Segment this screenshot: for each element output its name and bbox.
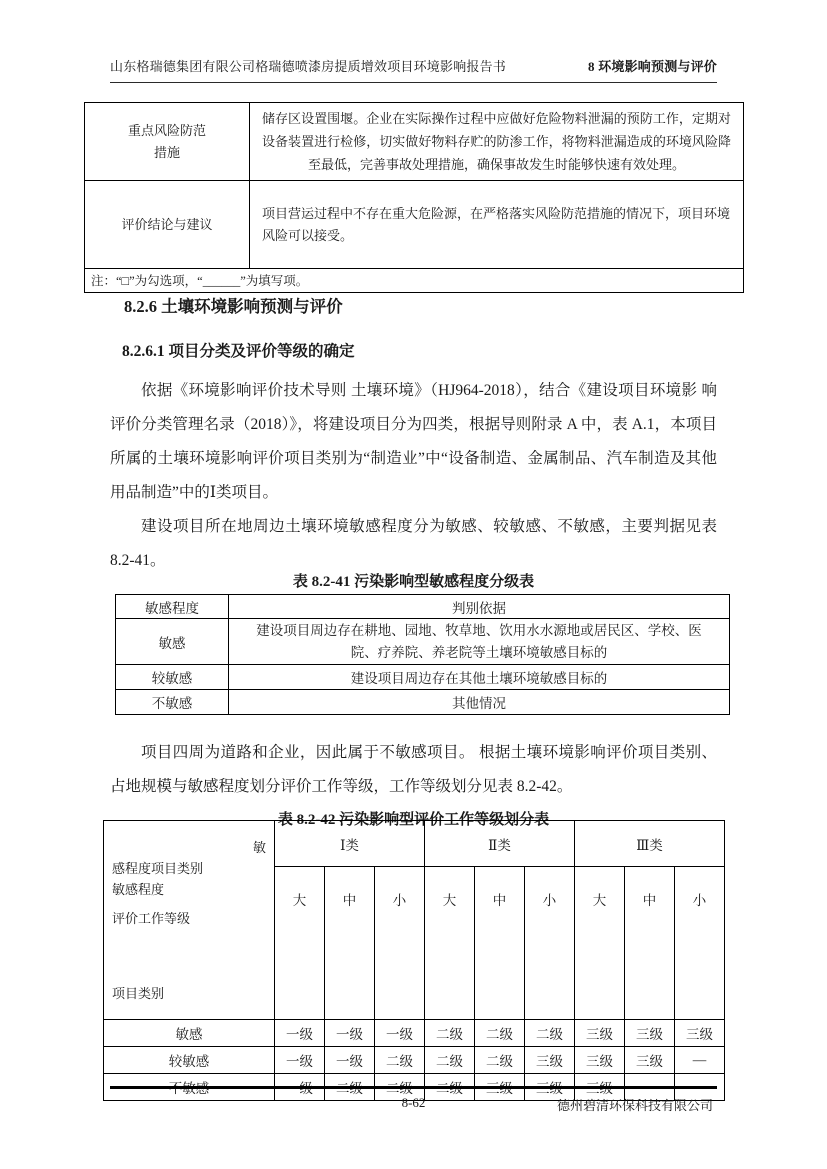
grade-cell: 二级 <box>425 1074 475 1101</box>
grade-cell: — <box>675 1074 725 1101</box>
class-header-1: Ⅰ类 <box>275 821 425 867</box>
row-label: 敏感 <box>104 1020 275 1047</box>
risk-measures-label-cell <box>85 103 250 181</box>
section-heading-8-2-6: 8.2.6 土壤环境影响预测与评价 <box>124 297 343 316</box>
class-header-2: Ⅱ类 <box>425 821 575 867</box>
grade-cell: 二级 <box>525 1020 575 1047</box>
grade-cell: 二级 <box>475 1047 525 1074</box>
basis-cell: 其他情况 <box>229 690 730 715</box>
grade-cell: — <box>625 1074 675 1101</box>
work-grade-table <box>103 820 725 1101</box>
risk-measures-content: 储存区设置围堰。企业在实际操作过程中应做好危险物料泄漏的预防工作，定期对设备装置进行检修，切实做好物料存贮的防渗工作，将物料泄漏造成的环境风险降至最低，完善事故处理措施，确保事故发生时能够快速有效处理。 <box>250 103 744 181</box>
table-row <box>116 690 730 715</box>
corner-header-cell <box>104 821 275 1020</box>
row-label: 不敏感 <box>104 1074 275 1101</box>
risk-measures-label: 重点风险防范措施 <box>127 122 206 160</box>
table-header-row <box>116 595 730 619</box>
table-row <box>116 665 730 690</box>
grade-cell: 三级 <box>575 1047 625 1074</box>
basis-cell: 建设项目周边存在耕地、园地、牧草地、饮用水水源地或居民区、学校、医院、疗养院、养老院等土壤环境敏感目标的 <box>229 619 730 665</box>
page-header <box>110 56 717 83</box>
col-header-basis: 判别依据 <box>229 595 730 619</box>
table41-caption: 表 8.2-41 污染影响型敏感程度分级表 <box>292 574 535 590</box>
grade-cell: 二级 <box>375 1047 425 1074</box>
table-row <box>85 103 744 181</box>
grade-cell: 二级 <box>475 1020 525 1047</box>
grade-cell: 三级 <box>525 1047 575 1074</box>
grade-cell: 三级 <box>525 1074 575 1101</box>
corner-header-content <box>104 834 274 1007</box>
scale-header: 中 <box>625 867 675 1020</box>
grade-cell: 三级 <box>575 1020 625 1047</box>
scale-header: 中 <box>475 867 525 1020</box>
grade-cell: 一级 <box>375 1020 425 1047</box>
scale-header: 小 <box>525 867 575 1020</box>
grade-cell: 二级 <box>425 1020 475 1047</box>
corner-line-2: 感程度项目类别 <box>112 860 204 876</box>
col-header-level: 敏感程度 <box>116 595 229 619</box>
grade-cell: — <box>675 1047 725 1074</box>
level-cell: 较敏感 <box>116 665 229 690</box>
sensitivity-grading-table <box>115 594 730 715</box>
spacer <box>112 900 266 908</box>
header-report-title: 山东格瑞德集团有限公司格瑞德喷漆房提质增效项目环境影响报告书 <box>110 59 507 74</box>
section-heading-8-2-6-1: 8.2.6.1 项目分类及评价等级的确定 <box>122 343 355 360</box>
table-note: 注：“□”为勾选项，“______”为填写项。 <box>85 269 744 293</box>
basis-cell: 建设项目周边存在其他土壤环境敏感目标的 <box>229 665 730 690</box>
grade-cell: 三级 <box>675 1020 725 1047</box>
grade-cell: 一级 <box>325 1047 375 1074</box>
paragraph-work-grade: 项目四周为道路和企业，因此属于不敏感项目。 根据土壤环境影响评价项目类别、占地规模与敏感程度划分评价工作等级，工作等级划分见表 8.2-42。 <box>110 744 717 795</box>
grade-cell: 一级 <box>275 1020 325 1047</box>
grade-cell: 三级 <box>475 1074 525 1101</box>
table-row <box>85 269 744 293</box>
corner-line-1: 敏 <box>252 839 266 855</box>
scale-header: 小 <box>375 867 425 1020</box>
grade-cell: 一级 <box>275 1074 325 1101</box>
scale-header: 大 <box>575 867 625 1020</box>
paragraph-sensitivity: 建设项目所在地周边土壤环境敏感程度分为敏感、较敏感、不敏感，主要判据见表 8.2-41。 <box>110 518 717 569</box>
table-row <box>116 619 730 665</box>
risk-summary-table <box>84 102 744 293</box>
grade-cell: 二级 <box>325 1074 375 1101</box>
conclusion-content: 项目营运过程中不存在重大危险源，在严格落实风险防范措施的情况下，项目环境风险可以接受。 <box>250 181 744 269</box>
conclusion-label: 评价结论与建议 <box>85 181 250 269</box>
table-row <box>104 1047 725 1074</box>
footer-company: 德州碧清环保科技有限公司 <box>556 1098 713 1113</box>
table-header-row <box>104 821 725 867</box>
corner-line-3: 敏感程度 <box>112 881 165 897</box>
table-row <box>104 1020 725 1047</box>
corner-line-5: 项目类别 <box>112 985 165 1001</box>
grade-cell: 一级 <box>275 1047 325 1074</box>
grade-cell: 三级 <box>575 1074 625 1101</box>
table-row <box>85 181 744 269</box>
grade-cell: 二级 <box>375 1074 425 1101</box>
scale-header: 中 <box>325 867 375 1020</box>
grade-cell: 一级 <box>325 1020 375 1047</box>
paragraph-classification: 依据《环境影响评价技术导则 土壤环境》（HJ964-2018），结合《建设项目环境影 响评价分类管理名录（2018）》，将建设项目分为四类，根据导则附录 A 中，表 A.1，本项目所属的土壤环境影响评价项目类别为“制造业”中“设备制造、金属制品、汽车制造及其他用品制造”中的Ⅰ类项目。 <box>110 382 717 501</box>
level-cell: 不敏感 <box>116 690 229 715</box>
row-label: 较敏感 <box>104 1047 275 1074</box>
grade-cell: 三级 <box>625 1047 675 1074</box>
body-content <box>110 296 717 830</box>
level-cell: 敏感 <box>116 619 229 665</box>
grade-cell: 二级 <box>425 1047 475 1074</box>
scale-header: 大 <box>425 867 475 1020</box>
scale-header: 小 <box>675 867 725 1020</box>
header-chapter-title: 8 环境影响预测与评价 <box>588 59 717 74</box>
class-header-3: Ⅲ类 <box>575 821 725 867</box>
page-number: 8-62 <box>401 1095 426 1110</box>
corner-line-4: 评价工作等级 <box>112 910 191 926</box>
scale-header: 大 <box>275 867 325 1020</box>
table42-caption: 表 8.2-42 污染影响型评价工作等级划分表 <box>277 812 550 828</box>
grade-cell: 三级 <box>625 1020 675 1047</box>
